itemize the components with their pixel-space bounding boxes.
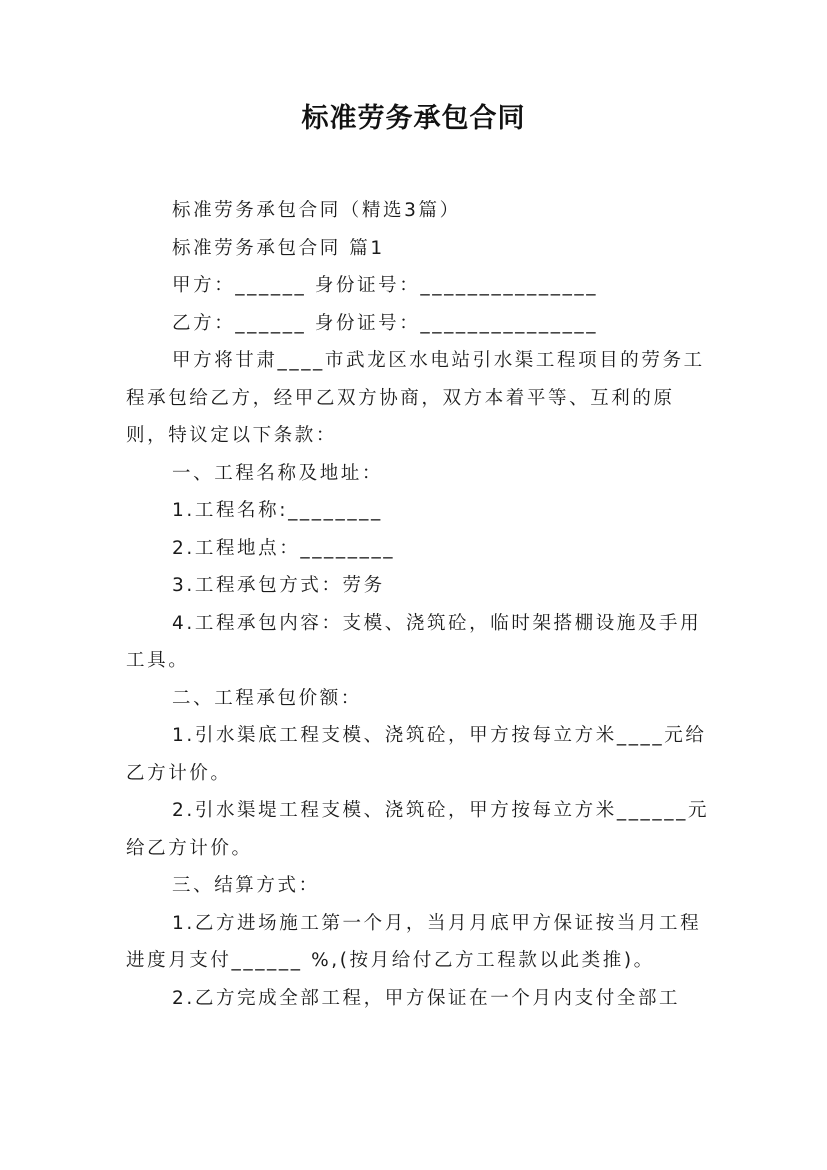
paragraph-clause-1-4: 4.工程承包内容：支模、浇筑砼，临时架搭棚设施及手用工具。 bbox=[126, 612, 702, 671]
paragraph-clause-3-2: 2.乙方完成全部工程，甲方保证在一个月内支付全部工 bbox=[172, 987, 681, 1009]
paragraph-clause-2-heading: 二、工程承包价额： bbox=[172, 687, 362, 709]
paragraph-clause-1-2: 2.工程地点：________ bbox=[172, 537, 396, 559]
paragraph-intro: 甲方将甘肃____市武龙区水电站引水渠工程项目的劳务工程承包给乙方，经甲乙双方协商，双方本着平等、互利的原则，特议定以下条款： bbox=[126, 350, 705, 446]
paragraph-clause-2-1: 1.引水渠底工程支模、浇筑砼，甲方按每立方米____元给乙方计价。 bbox=[126, 725, 707, 784]
document-body bbox=[126, 192, 716, 1017]
paragraph-clause-1-3: 3.工程承包方式：劳务 bbox=[172, 575, 385, 596]
paragraph-clause-1-heading: 一、工程名称及地址： bbox=[172, 462, 384, 484]
paragraph-clause-3-1: 1.乙方进场施工第一个月，当月月底甲方保证按当月工程进度月支付______ %,(按月给付乙方工程款以此类推)。 bbox=[126, 912, 702, 971]
paragraph-subtitle: 标准劳务承包合同（精选3篇） bbox=[172, 200, 461, 221]
paragraph-party-b: 乙方：______ 身份证号：_______________ bbox=[172, 312, 599, 334]
paragraph-clause-2-2: 2.引水渠堤工程支模、浇筑砼，甲方按每立方米______元给乙方计价。 bbox=[126, 800, 710, 859]
document-title: 标准劳务承包合同 bbox=[301, 103, 526, 134]
paragraph-section-heading: 标准劳务承包合同 篇1 bbox=[172, 237, 385, 259]
paragraph-clause-3-heading: 三、结算方式： bbox=[172, 875, 320, 896]
paragraph-party-a: 甲方：______ 身份证号：_______________ bbox=[172, 275, 599, 296]
paragraph-clause-1-1: 1.工程名称:________ bbox=[172, 500, 383, 521]
